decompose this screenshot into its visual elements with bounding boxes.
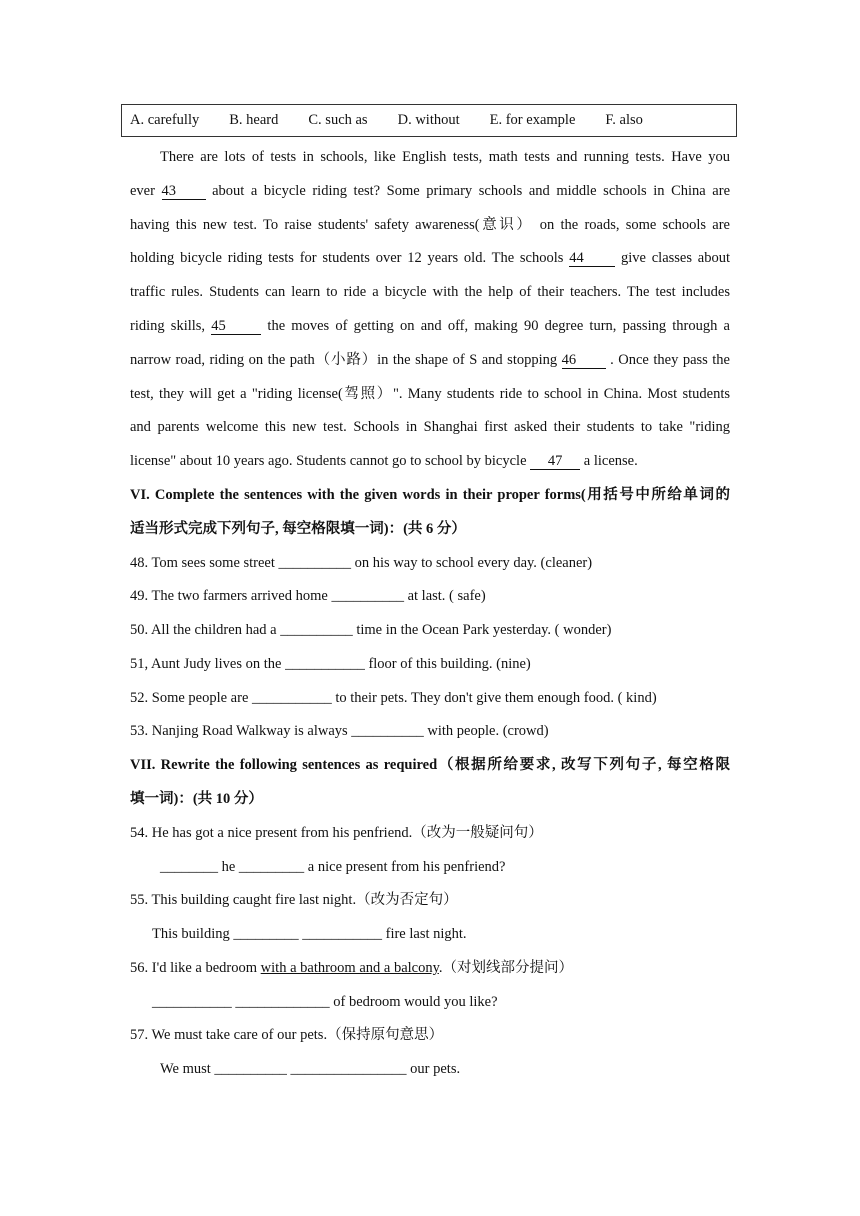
blank-45: 45 — [211, 318, 261, 335]
question-50: 50. All the children had a __________ time in the Ocean Park yesterday. ( wonder) — [130, 622, 612, 638]
passage-text: holding bicycle riding tests for students over 12 years old. The schools — [130, 250, 570, 266]
passage-line-5: traffic rules. Students can learn to ride a bicycle with the help of their teachers. The test includes — [130, 284, 730, 300]
passage-text: riding skills, — [130, 318, 212, 334]
passage-text: narrow road, riding on the path（小路）in the shape of S and stopping — [130, 352, 562, 368]
section-6-heading: VI. Complete the sentences with the given words in their proper forms(用括号中所给单词的 — [130, 487, 730, 503]
passage-line-10 — [130, 451, 730, 471]
passage-text: license" about 10 years ago. Students cannot go to school by bicycle — [130, 453, 531, 469]
question-49: 49. The two farmers arrived home __________ at last. ( safe) — [130, 588, 486, 604]
answer-56: ___________ _____________ of bedroom would you like? — [152, 994, 498, 1010]
passage-line-7 — [130, 350, 730, 370]
blank-43: 43 — [162, 183, 206, 200]
passage-text: . Once they pass the — [610, 352, 730, 368]
word-option-f: F. also — [605, 112, 643, 128]
answer-57: We must __________ ________________ our pets. — [160, 1061, 461, 1077]
question-51: 51, Aunt Judy lives on the ___________ floor of this building. (nine) — [130, 656, 531, 672]
answer-55: This building _________ ___________ fire last night. — [152, 926, 467, 942]
question-56-instruction: .（对划线部分提问） — [438, 960, 574, 976]
question-57: 57. We must take care of our pets.（保持原句意思） — [130, 1027, 444, 1043]
question-56 — [130, 958, 730, 978]
question-53: 53. Nanjing Road Walkway is always __________ with people. (crowd) — [130, 723, 549, 739]
question-55: 55. This building caught fire last night.（改为否定句） — [130, 892, 458, 908]
word-option-a: A. carefully — [130, 112, 200, 128]
blank-47: 47 — [530, 453, 580, 470]
passage-line-3: having this new test. To raise students' safety awareness(意识） on the roads, some schools are — [130, 217, 730, 233]
passage-text: give classes about — [620, 250, 730, 266]
word-option-d: D. without — [397, 112, 460, 128]
passage-line-9: and parents welcome this new test. Schools in Shanghai first asked their students to take "riding — [130, 419, 730, 435]
passage-text: ever — [130, 183, 162, 199]
passage-line-6 — [130, 316, 730, 336]
passage-line-1: There are lots of tests in schools, like English tests, math tests and running tests. Have you — [160, 149, 730, 165]
passage-line-8: test, they will get a "riding license(驾照）". Many students ride to school in China. Most students — [130, 386, 730, 402]
section-6-heading-cont: 适当形式完成下列句子, 每空格限填一词)：(共 6 分） — [130, 521, 466, 537]
answer-54: ________ he _________ a nice present from his penfriend? — [160, 859, 506, 875]
word-bank-box — [121, 104, 737, 137]
blank-44: 44 — [569, 250, 615, 267]
passage-line-2 — [130, 181, 730, 201]
blank-46: 46 — [562, 352, 606, 369]
question-56-text: 56. I'd like a bedroom — [130, 960, 261, 976]
underlined-phrase: with a bathroom and a balcony — [260, 960, 439, 976]
question-52: 52. Some people are ___________ to their pets. They don't give them enough food. ( kind) — [130, 690, 657, 706]
word-option-e: E. for example — [489, 112, 576, 128]
word-option-b: B. heard — [229, 112, 279, 128]
question-54: 54. He has got a nice present from his penfriend.（改为一般疑问句） — [130, 825, 543, 841]
word-option-c: C. such as — [308, 112, 368, 128]
question-48: 48. Tom sees some street __________ on his way to school every day. (cleaner) — [130, 555, 593, 571]
section-7-heading-cont: 填一词)：(共 10 分） — [130, 791, 263, 807]
section-7-heading: VII. Rewrite the following sentences as required（根据所给要求, 改写下列句子, 每空格限 — [130, 757, 730, 773]
passage-text: about a bicycle riding test? Some primary schools and middle schools in China are — [212, 183, 731, 199]
passage-text: a license. — [583, 453, 638, 469]
passage-line-4 — [130, 248, 730, 268]
passage-text: the moves of getting on and off, making 90 degree turn, passing through a — [267, 318, 730, 334]
